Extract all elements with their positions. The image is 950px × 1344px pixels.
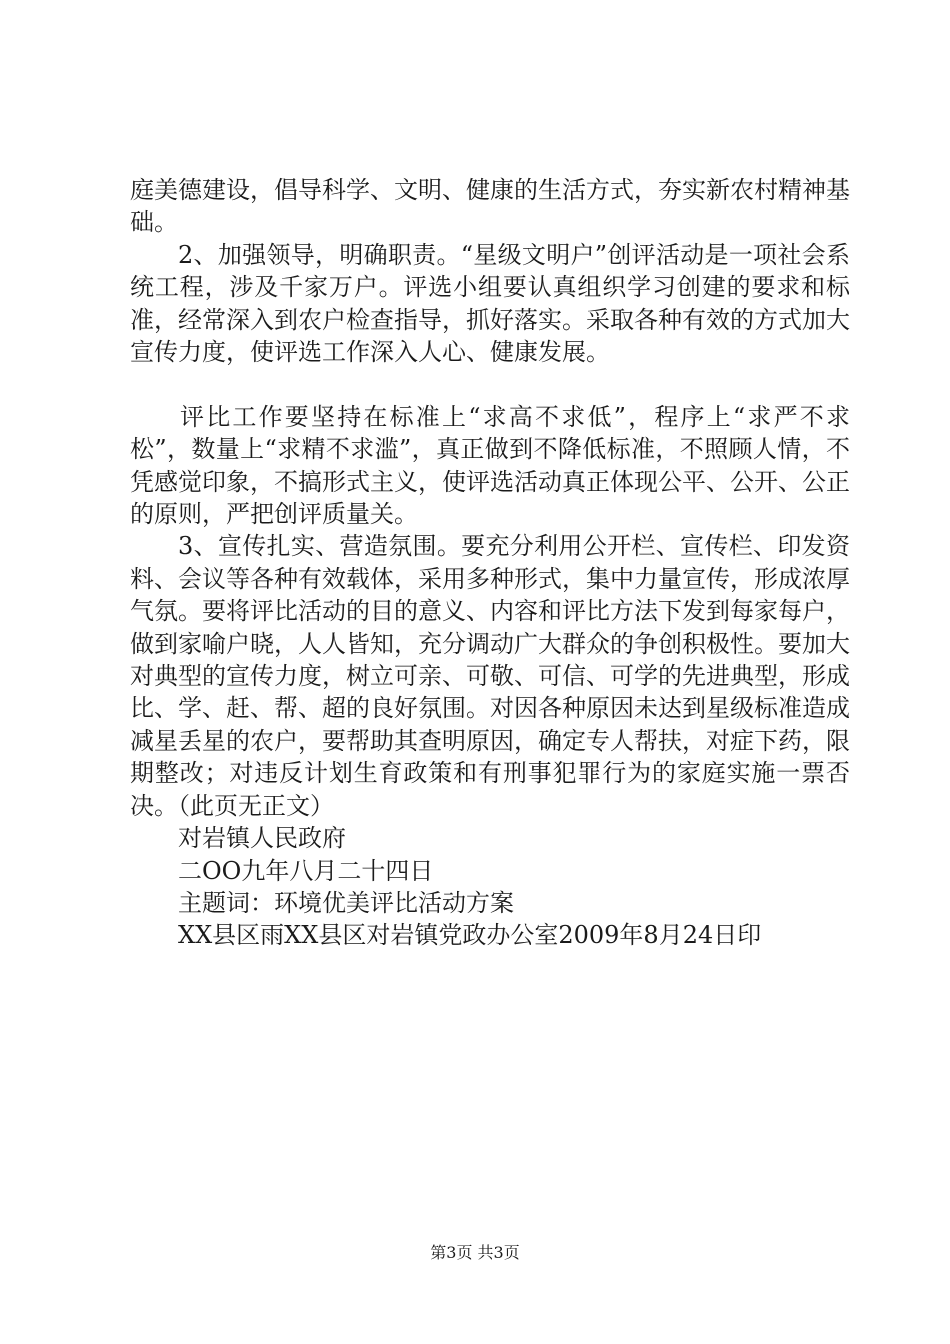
paragraph-evaluation: 评比工作要坚持在标准上“求高不求低”，程序上“求严不求松”，数量上“求精不求滥”，真正做到不降低标准，不照顾人情，不凭感觉印象，不搞形式主义，使评选活动真正体现公平、公开、公正的原则，严把创评质量关。	[130, 402, 850, 529]
page-number: 第3页 共3页	[430, 1243, 520, 1262]
signature-date: 二OO九年八月二十四日	[178, 856, 434, 885]
keywords-line: 主题词：环境优美评比活动方案	[178, 888, 514, 917]
paragraph-gap	[130, 368, 850, 400]
document-body	[130, 174, 850, 952]
paragraph-leadership: 2、加强领导，明确职责。“星级文明户”创评活动是一项社会系统工程，涉及千家万户。评选小组要认真组织学习创建的要求和标准，经常深入到农户检查指导，抓好落实。采取各种有效的方式加大宣传力度，使评选工作深入人心、健康发展。	[130, 240, 850, 367]
paragraph-publicity: 3、宣传扎实、营造氛围。要充分利用公开栏、宣传栏、印发资料、会议等各种有效载体，采用多种形式，集中力量宣传，形成浓厚气氛。要将评比活动的目的意义、内容和评比方法下发到每家每户，做到家喻户晓，人人皆知，充分调动广大群众的争创积极性。要加大对典型的宣传力度，树立可亲、可敬、可信、可学的先进典型，形成比、学、赶、帮、超的良好氛围。对因各种原因未达到星级标准造成减星丢星的农户，要帮助其查明原因，确定专人帮扶，对症下药，限期整改；对违反计划生育政策和有刑事犯罪行为的家庭实施一票否决。（此页无正文）	[130, 532, 850, 820]
signature-org: 对岩镇人民政府	[178, 824, 346, 853]
issuer-line: XX县区雨XX县区对岩镇党政办公室2009年8月24日印	[178, 921, 762, 950]
paragraph-continuation: 庭美德建设，倡导科学、文明、健康的生活方式，夯实新农村精神基础。	[130, 176, 850, 237]
